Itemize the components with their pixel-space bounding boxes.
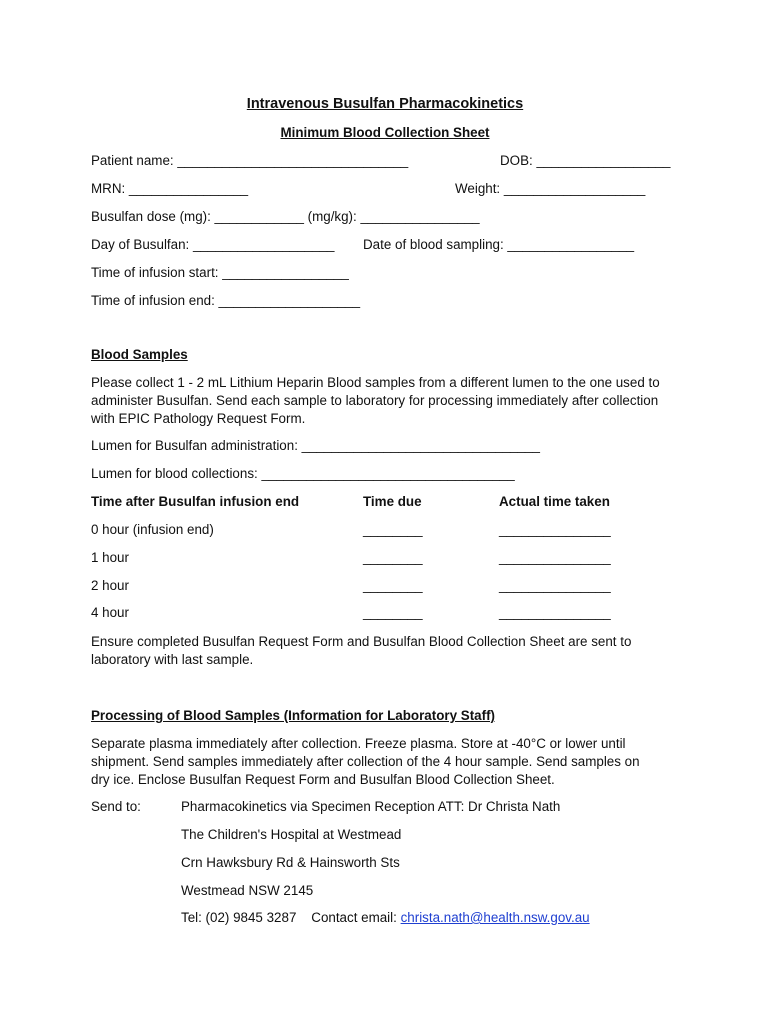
table-row-due: ________ <box>363 522 423 537</box>
processing-line-3: dry ice. Enclose Busulfan Request Form and Busulfan Blood Collection Sheet. <box>91 772 555 787</box>
table-row-actual: _______________ <box>499 605 611 620</box>
table-row-actual: _______________ <box>499 578 611 593</box>
table-row-time: 2 hour <box>91 578 129 593</box>
blood-samples-line-1: Please collect 1 - 2 mL Lithium Heparin Blood samples from a different lumen to the one used to <box>91 375 660 390</box>
telephone-text: Tel: (02) 9845 3287 Contact email: <box>181 910 397 925</box>
sampling-date-field: Date of blood sampling: _________________ <box>363 237 635 252</box>
lumen-admin-field: Lumen for Busulfan administration: ________________________________ <box>91 438 540 453</box>
send-to-line-1: Pharmacokinetics via Specimen Reception ATT: Dr Christa Nath <box>181 799 561 814</box>
document-subtitle: Minimum Blood Collection Sheet <box>280 125 490 140</box>
table-header-actual: Actual time taken <box>499 494 610 509</box>
processing-line-1: Separate plasma immediately after collection. Freeze plasma. Store at -40°C or lower until <box>91 736 626 751</box>
mrn-field: MRN: ________________ <box>91 181 249 196</box>
table-header-time: Time after Busulfan infusion end <box>91 494 300 509</box>
day-of-busulfan-field: Day of Busulfan: ___________________ <box>91 237 335 252</box>
infusion-end-field: Time of infusion end: ___________________ <box>91 293 361 308</box>
weight-field: Weight: ___________________ <box>455 181 646 196</box>
send-to-line-3: Crn Hawksbury Rd & Hainsworth Sts <box>181 855 400 870</box>
contact-line <box>181 910 590 926</box>
send-to-line-2: The Children's Hospital at Westmead <box>181 827 402 842</box>
processing-heading: Processing of Blood Samples (Information for Laboratory Staff) <box>91 708 495 723</box>
infusion-start-field: Time of infusion start: _________________ <box>91 265 349 280</box>
table-row-time: 1 hour <box>91 550 129 565</box>
table-row-time: 0 hour (infusion end) <box>91 522 214 537</box>
table-row-due: ________ <box>363 578 423 593</box>
dob-field: DOB: __________________ <box>500 153 671 168</box>
table-header-due: Time due <box>363 494 422 509</box>
table-row-time: 4 hour <box>91 605 129 620</box>
processing-line-2: shipment. Send samples immediately after collection of the 4 hour sample. Send samples on <box>91 754 640 769</box>
lumen-collection-field: Lumen for blood collections: __________________________________ <box>91 466 515 481</box>
contact-email-link[interactable]: christa.nath@health.nsw.gov.au <box>400 910 590 925</box>
ensure-line-2: laboratory with last sample. <box>91 652 254 667</box>
blood-samples-line-3: with EPIC Pathology Request Form. <box>91 411 306 426</box>
table-row-due: ________ <box>363 605 423 620</box>
send-to-line-4: Westmead NSW 2145 <box>181 883 314 898</box>
dose-field: Busulfan dose (mg): ____________ (mg/kg): ________________ <box>91 209 480 224</box>
document-title: Intravenous Busulfan Pharmacokinetics <box>246 96 524 112</box>
table-row-actual: _______________ <box>499 550 611 565</box>
table-row-due: ________ <box>363 550 423 565</box>
ensure-line-1: Ensure completed Busulfan Request Form and Busulfan Blood Collection Sheet are sent to <box>91 634 632 649</box>
patient-name-field: Patient name: _______________________________ <box>91 153 409 168</box>
blood-samples-heading: Blood Samples <box>91 347 188 362</box>
send-to-label: Send to: <box>91 799 141 814</box>
table-row-actual: _______________ <box>499 522 611 537</box>
blood-samples-line-2: administer Busulfan. Send each sample to laboratory for processing immediately after collection <box>91 393 659 408</box>
